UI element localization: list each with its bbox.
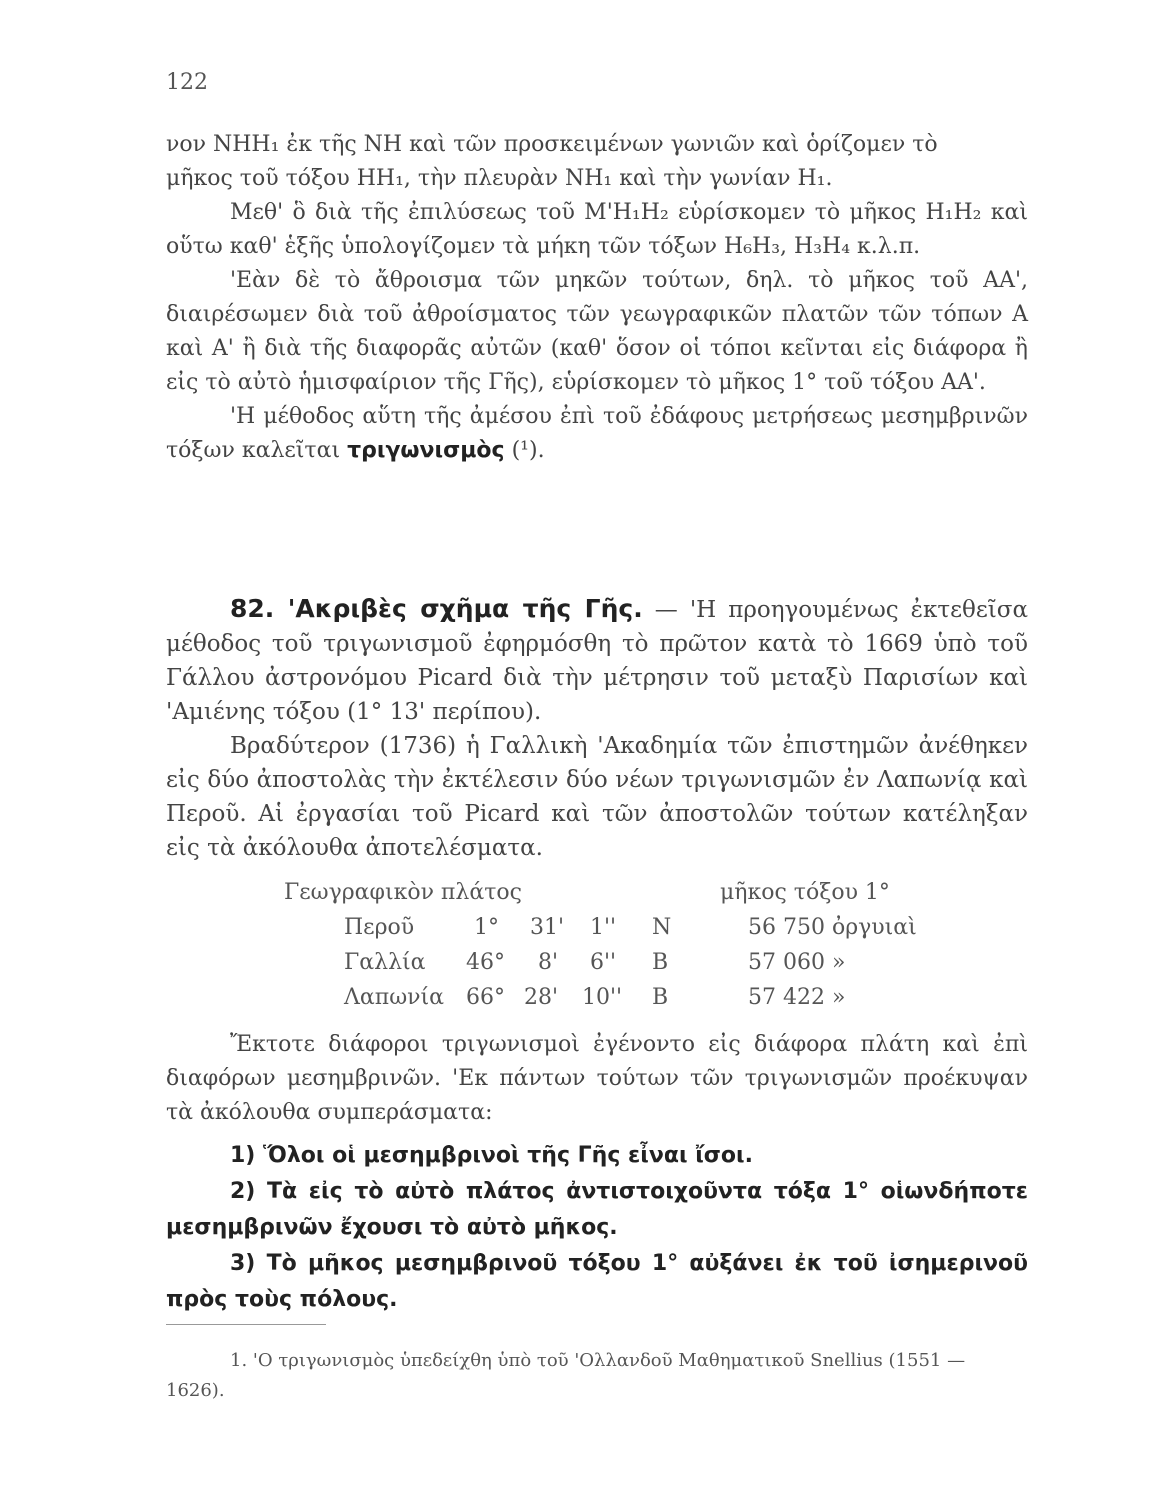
row-seconds: 1'' [590,915,617,940]
footnote [166,1346,1028,1406]
row-seconds: 6'' [590,950,617,975]
section-82-paragraph-1 [166,592,1028,729]
paragraph-3: 'Εὰν δὲ τὸ ἄθροισμα τῶν μηκῶν τούτων, δηλ. τὸ μῆκος τοῦ ΑΑ', διαιρέσωμεν διὰ τοῦ ἀθροίσματος τῶν γεωγραφικῶν πλατῶν τῶν τόπων Α καὶ Α' ἢ διὰ τῆς διαφορᾶς αὐτῶν (καθ' ὅσον οἱ τόποι κεῖνται εἰς διάφορα ἢ εἰς τὸ αὐτὸ ἡμισφαίριον τῆς Γῆς), εὑρίσκομεν τὸ μῆκος 1° τοῦ τόξου ΑΑ'. [166,268,1028,395]
header-latitude: Γεωγραφικὸν πλάτος [284,880,522,905]
paragraph-1-line-2: μῆκος τοῦ τόξου ΗΗ₁, τὴν πλευρὰν ΝΗ₁ καὶ τὴν γωνίαν Η₁. [166,166,833,191]
results-table [284,880,984,1020]
footnote-text: 1. 'Ο τριγωνισμὸς ὑπεδείχθη ὑπὸ τοῦ 'Ολλανδοῦ Μαθηματικοῦ Snellius (1551 — 1626). [166,1350,966,1401]
row-length: 56 750 ὀργυιαὶ [748,915,917,940]
row-hemisphere: Β [652,950,669,975]
conclusion-1: 1) Ὅλοι οἱ μεσημβρινοὶ τῆς Γῆς εἶναι ἴσοι. [230,1143,753,1168]
paragraph-4 [166,400,1028,468]
row-seconds: 10'' [582,985,623,1010]
paragraph-2: Μεθ' ὃ διὰ τῆς ἐπιλύσεως τοῦ Μ'Η₁Η₂ εὑρίσκομεν τὸ μῆκος Η₁Η₂ καὶ οὕτω καθ' ἑξῆς ὑπολογίζομεν τὰ μήκη τῶν τόξων Η₆Η₃, Η₃Η₄ κ.λ.π. [166,200,1028,259]
conclusion-2: 2) Τὰ εἰς τὸ αὐτὸ πλάτος ἀντιστοιχοῦντα τόξα 1° οἱωνδήποτε μεσημβρινῶν ἔχουσι τὸ αὐτὸ μῆκος. [166,1179,1028,1240]
body-text [166,128,1028,468]
conclusion-3: 3) Τὸ μῆκος μεσημβρινοῦ τόξου 1° αὐξάνει ἐκ τοῦ ἰσημερινοῦ πρὸς τοὺς πόλους. [166,1251,1028,1312]
paragraph-4-note: (¹). [511,438,545,463]
row-degrees: 1° [474,915,499,940]
footnote-divider [166,1324,326,1325]
row-place: Περοῦ [344,915,415,940]
page-number: 122 [166,70,208,95]
conclusions-intro: Ἔκτοτε διάφοροι τριγωνισμοὶ ἐγένοντο εἰς διάφορα πλάτη καὶ ἐπὶ διαφόρων μεσημβρινῶν. 'Εκ πάντων τούτων τῶν τριγωνισμῶν προέκυψαν τὰ ἀκόλουθα συμπεράσματα: [166,1032,1028,1125]
row-length: 57 060 » [748,950,846,975]
section-82-text: — 'Η προηγουμένως ἐκτεθεῖσα μέθοδος τοῦ τριγωνισμοῦ ἐφηρμόσθη τὸ πρῶτον κατὰ τὸ 1669 ὑπὸ τοῦ Γάλλου ἀστρονόμου Picard διὰ τὴν μέτρησιν τοῦ μεταξὺ Παρισίων καὶ 'Αμιένης τόξου (1° 13' περίπου). [166,597,1029,725]
section-82 [166,592,1028,865]
paragraph-1-line-1: νον ΝΗΗ₁ ἐκ τῆς ΝΗ καὶ τῶν προσκειμένων γωνιῶν καὶ ὁρίζομεν τὸ [166,132,938,157]
table-row [284,915,984,950]
row-degrees: 66° [466,985,505,1010]
table-row [284,950,984,985]
paragraph-4-bold-term: τριγωνισμὸς [347,438,505,463]
row-place: Λαπωνία [344,985,444,1010]
row-place: Γαλλία [344,950,426,975]
table-header [284,880,984,915]
row-minutes: 28' [524,985,559,1010]
row-length: 57 422 » [748,985,846,1010]
header-length: μῆκος τόξου 1° [720,880,890,905]
conclusions-block [166,1028,1028,1318]
row-minutes: 8' [538,950,559,975]
row-minutes: 31' [530,915,565,940]
section-82-paragraph-2: Βραδύτερον (1736) ἡ Γαλλικὴ 'Ακαδημία τῶν ἐπιστημῶν ἀνέθηκεν εἰς δύο ἀποστολὰς τὴν ἐκτέλεσιν δύο νέων τριγωνισμῶν ἐν Λαπωνίᾳ καὶ Περοῦ. Αἱ ἐργασίαι τοῦ Picard καὶ τῶν ἀποστολῶν τούτων κατέληξαν εἰς τὰ ἀκόλουθα ἀποτελέσματα. [166,733,1028,861]
row-hemisphere: Ν [652,915,672,940]
paragraph-4-text: 'Η μέθοδος αὕτη τῆς ἀμέσου ἐπὶ τοῦ ἐδάφους μετρήσεως μεσημβρινῶν τόξων καλεῖται [166,404,1028,463]
row-hemisphere: Β [652,985,669,1010]
table-row [284,985,984,1020]
row-degrees: 46° [466,950,505,975]
section-heading: 82. 'Ακριβὲς σχῆμα τῆς Γῆς. [230,594,643,623]
